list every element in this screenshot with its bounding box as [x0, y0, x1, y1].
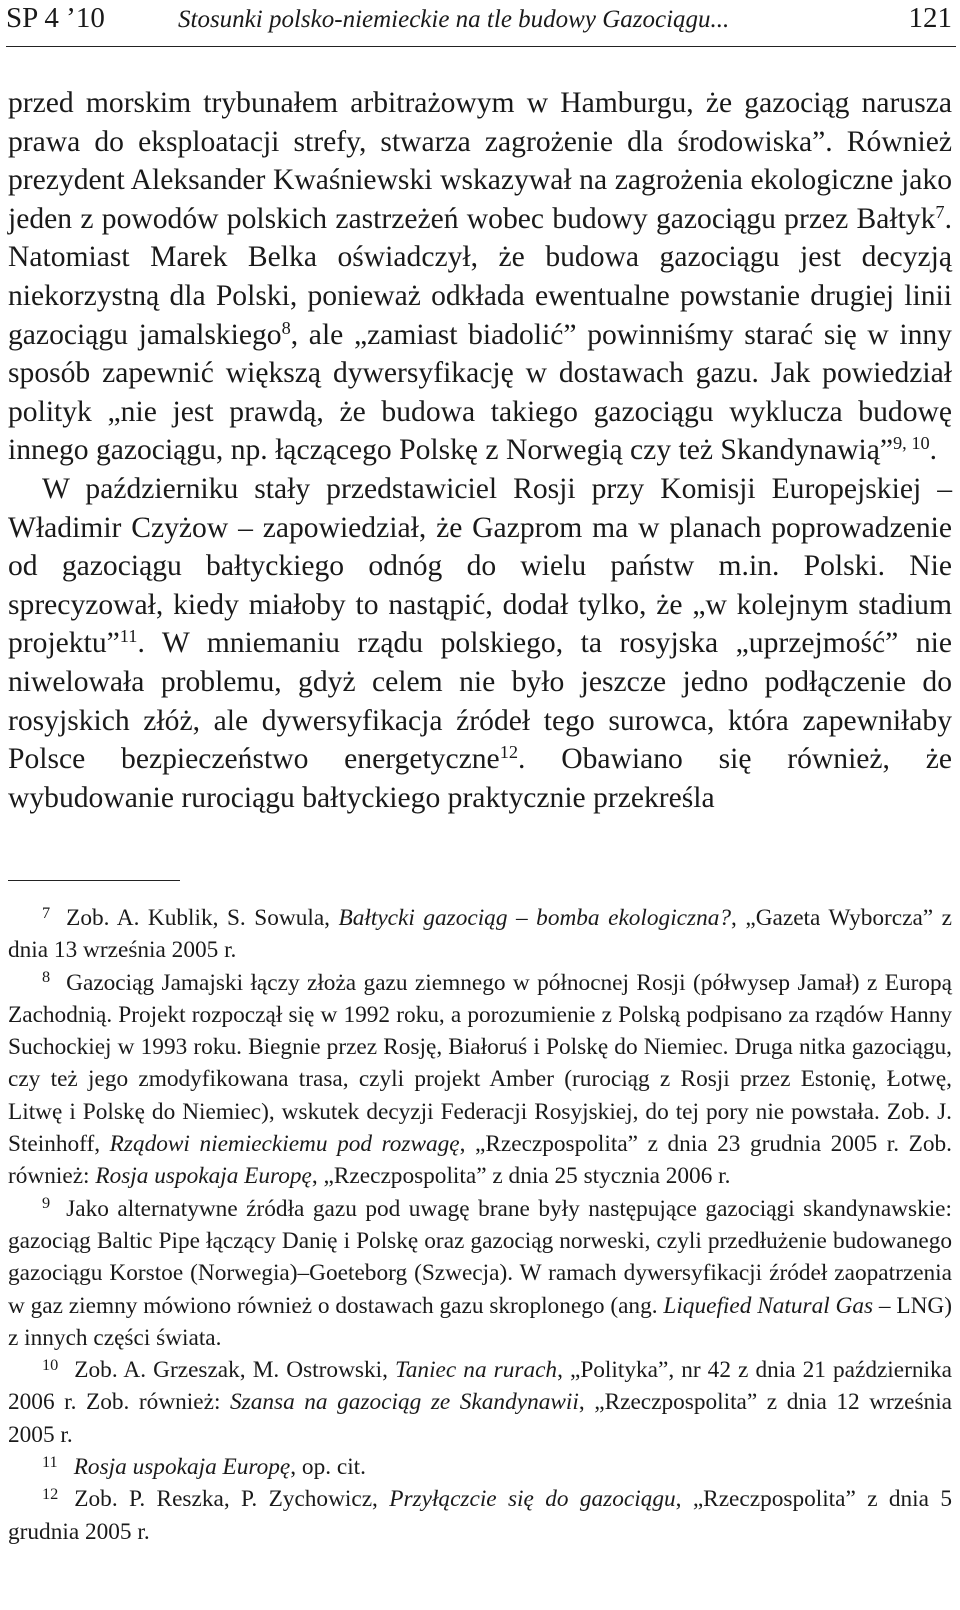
footnote-ref-8[interactable]: 8 — [281, 317, 291, 338]
page-number: 121 — [908, 2, 952, 34]
citation-title: Rządowi niemieckiemu pod rozwagę — [109, 1131, 460, 1158]
text-run: , op. cit. — [290, 1454, 366, 1481]
journal-issue: SP 4 ’10 — [6, 2, 105, 34]
citation-title: Szansa na gazociąg ze Skandynawii — [230, 1389, 579, 1416]
text-run: , „Rzeczpospolita” z dnia 25 stycznia 2006 r. — [311, 1163, 731, 1190]
running-title: Stosunki polsko-niemieckie na tle budowy Gazociągu... — [178, 6, 730, 33]
footnote-number: 9 — [42, 1193, 51, 1213]
citation-title: Przyłączcie się do gazociągu — [389, 1486, 676, 1513]
text-run: przed morskim trybunałem arbitrażowym w Hamburgu, że gazociąg narusza prawa do eksploatacji strefy, stwarza zagrożenie dla środowiska”. Również prezydent Aleksander Kwaśniewski wskazywał na zagrożenia ekologiczne jako jeden z powodów polskich zastrzeżeń wobec budowy gazociągu przez Bałtyk — [8, 87, 952, 235]
text-run: . Natomiast Marek Belka oświadczył, że budowa gazociągu jest decyzją niekorzystną dla Polski, ponieważ odkłada ewentualne powstanie drugiej linii gazociągu jamalskiego — [8, 202, 952, 351]
footnote-10 — [8, 1354, 952, 1451]
text-run: , „Rzeczpospolita” z dnia 5 grudnia 2005 r. — [8, 1486, 952, 1545]
footnote-9 — [8, 1193, 952, 1354]
text-run: , „Gazeta Wyborcza” z dnia 13 września 2005 r. — [8, 905, 952, 964]
main-text — [8, 84, 952, 817]
citation-title: Bałtycki gazociąg – bomba ekologiczna? — [338, 905, 732, 931]
text-run: W październiku stały przedstawiciel Rosji przy Komisji Europejskiej – Władimir Czyżow – zapowiedział, że Gazprom ma w planach poprowadzenie od gazociągu bałtyckiego odnóg do wielu państw m.in. Polski. Nie sprecyzował, kiedy miałoby to nastąpić, dodał tylko, że „w kolejnym stadium projektu” — [8, 472, 952, 660]
term-italic: Liquefied Natural Gas — [663, 1292, 874, 1319]
citation-title: Rosja uspokaja Europę — [95, 1163, 312, 1190]
text-run: . W mniemaniu rządu polskiego, ta rosyjska „uprzejmość” nie niwelowała problemu, gdyż celem nie było jeszcze jedno podłączenie do rosyjskich złóż, ale dywersyfikacja źródeł tego surowca, która zapewniłaby Polsce bezpieczeństwo energetyczne — [8, 627, 952, 776]
text-run: – LNG) z innych części świata. — [8, 1292, 952, 1351]
footnote-ref-7[interactable]: 7 — [935, 201, 945, 222]
text-run: , „Rzeczpospolita” z dnia 12 września 2005 r. — [8, 1389, 953, 1448]
footnote-7 — [8, 902, 952, 967]
text-run: . — [929, 434, 938, 467]
footnote-12 — [8, 1483, 952, 1548]
footnote-separator — [8, 880, 180, 881]
footnotes — [8, 902, 952, 1548]
footnote-number: 12 — [42, 1484, 59, 1504]
footnote-number: 10 — [42, 1354, 59, 1374]
text-run: Zob. A. Kublik, S. Sowula, — [66, 905, 339, 931]
paragraph-2 — [8, 470, 952, 817]
citation-title: Rosja uspokaja Europę — [73, 1454, 291, 1481]
footnote-11 — [8, 1451, 952, 1483]
text-run: Zob. A. Grzeszak, M. Ostrowski, — [74, 1357, 395, 1384]
running-header — [6, 0, 956, 47]
footnote-number: 8 — [42, 967, 51, 987]
footnote-ref-9-10[interactable]: 9, 10 — [892, 433, 930, 454]
text-run: , „Rzeczpospolita” z dnia 23 grudnia 2005 r. Zob. również: — [8, 1131, 952, 1190]
text-run: , ale „zamiast biadolić” powinniśmy starać się w inny sposób zapewnić większą dywersyfikację w dostawach gazu. Jak powiedział polityk „nie jest prawdą, że budowa takiego gazociągu wyklucza budowę innego gazociągu, np. łączącego Polskę z Norwegią czy też Skandynawią” — [8, 318, 952, 467]
footnote-ref-11[interactable]: 11 — [119, 626, 138, 647]
text-run: Jako alternatywne źródła gazu pod uwagę brane były następujące gazociągi skandynawskie: gazociąg Baltic Pipe łączący Danię i Polskę oraz gazociąg norweski, czyli przedłużenie budowanego gazociągu Korstoe (Norwegia)–Goeteborg (Szwecja). W ramach dywersyfikacji źródeł zaopatrzenia w gaz ziemny mówiono również o dostawach gazu skroplonego (ang. — [8, 1195, 952, 1319]
text-run: Zob. P. Reszka, P. Zychowicz, — [74, 1486, 390, 1513]
text-run: . Obawiano się również, że wybudowanie rurociągu bałtyckiego praktycznie przekreśla — [8, 743, 952, 814]
footnote-ref-12[interactable]: 12 — [499, 742, 519, 763]
citation-title: Taniec na rurach — [394, 1357, 558, 1384]
footnote-number: 7 — [42, 902, 51, 922]
paragraph-1 — [8, 84, 952, 470]
text-run: , „Polityka”, nr 42 z dnia 21 października 2006 r. Zob. również: — [8, 1357, 952, 1416]
footnote-number: 11 — [42, 1451, 58, 1471]
text-run: Gazociąg Jamajski łączy złoża gazu ziemnego w północnej Rosji (półwysep Jamał) z Europą Zachodnią. Projekt rozpoczął się w 1992 roku, a porozumienie z Polską podpisano za rządów Hanny Suchockiej w 1993 roku. Biegnie przez Rosję, Białoruś i Polskę do Niemiec. Druga nitka gazociągu, czy też jego zmodyfikowana trasa, czyli projekt Amber (rurociąg z Rosji przez Estonię, Łotwę, Litwę i Polskę do Niemiec), wskutek decyzji Federacji Rosyjskiej, do tej pory nie powstała. Zob. J. Steinhoff, — [8, 969, 952, 1158]
footnote-8 — [8, 967, 952, 1193]
